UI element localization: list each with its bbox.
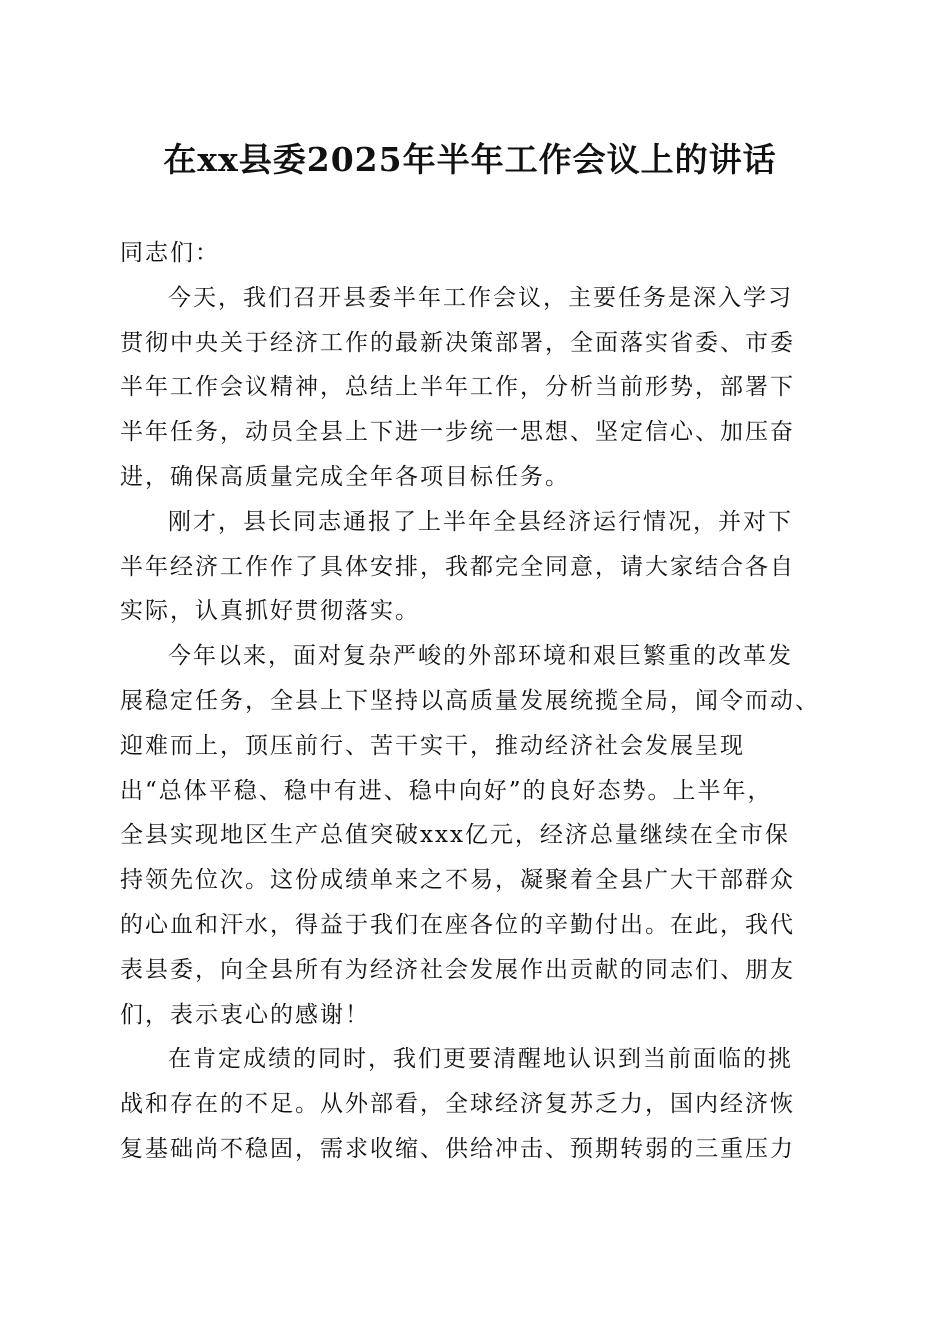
document-title: 在xx县委2025年半年工作会议上的讲话 xyxy=(163,140,777,179)
paragraph-line: 持领先位次。这份成绩单来之不易，凝聚着全县广大干部群众 xyxy=(120,867,795,894)
paragraph-line: 进，确保高质量完成全年各项目标任务。 xyxy=(120,463,570,490)
paragraph-line: 迎难而上，顶压前行、苦干实干，推动经济社会发展呈现 xyxy=(120,732,745,759)
paragraph-line: 全县实现地区生产总值突破xxx亿元，经济总量继续在全市保 xyxy=(120,822,790,849)
paragraph-line: 半年经济工作作了具体安排，我都完全同意，请大家结合各自 xyxy=(120,553,795,580)
paragraph-line: 实际，认真抓好贯彻落实。 xyxy=(120,598,420,625)
paragraph-line: 战和存在的不足。从外部看，全球经济复苏乏力，国内经济恢 xyxy=(120,1091,795,1118)
paragraph-line: 半年工作会议精神，总结上半年工作，分析当前形势，部署下 xyxy=(120,374,795,401)
paragraph-line: 的心血和汗水，得益于我们在座各位的辛勤付出。在此，我代 xyxy=(120,911,795,938)
paragraph-line: 在肯定成绩的同时，我们更要清醒地认识到当前面临的挑 xyxy=(168,1046,793,1073)
paragraph-line: 复基础尚不稳固，需求收缩、供给冲击、预期转弱的三重压力 xyxy=(120,1135,795,1162)
paragraph-line: 展稳定任务，全县上下坚持以高质量发展统揽全局，闻令而动、 xyxy=(120,687,820,714)
document-body xyxy=(120,231,830,1172)
paragraph-line: 贯彻中央关于经济工作的最新决策部署，全面落实省委、市委 xyxy=(120,329,795,356)
salutation-line: 同志们： xyxy=(120,240,220,266)
paragraph-line: 出“总体平稳、稳中有进、稳中向好”的良好态势。上半年， xyxy=(120,777,773,804)
paragraph-line: 今年以来，面对复杂严峻的外部环境和艰巨繁重的改革发 xyxy=(168,643,793,670)
paragraph-line: 半年任务，动员全县上下进一步统一思想、坚定信心、加压奋 xyxy=(120,419,795,446)
paragraph-line: 今天，我们召开县委半年工作会议，主要任务是深入学习 xyxy=(168,284,793,311)
paragraph-line: 们，表示衷心的感谢！ xyxy=(120,1001,370,1028)
paragraph-line: 刚才，县长同志通报了上半年全县经济运行情况，并对下 xyxy=(168,508,793,535)
paragraph-line: 表县委，向全县所有为经济社会发展作出贡献的同志们、朋友 xyxy=(120,956,795,983)
